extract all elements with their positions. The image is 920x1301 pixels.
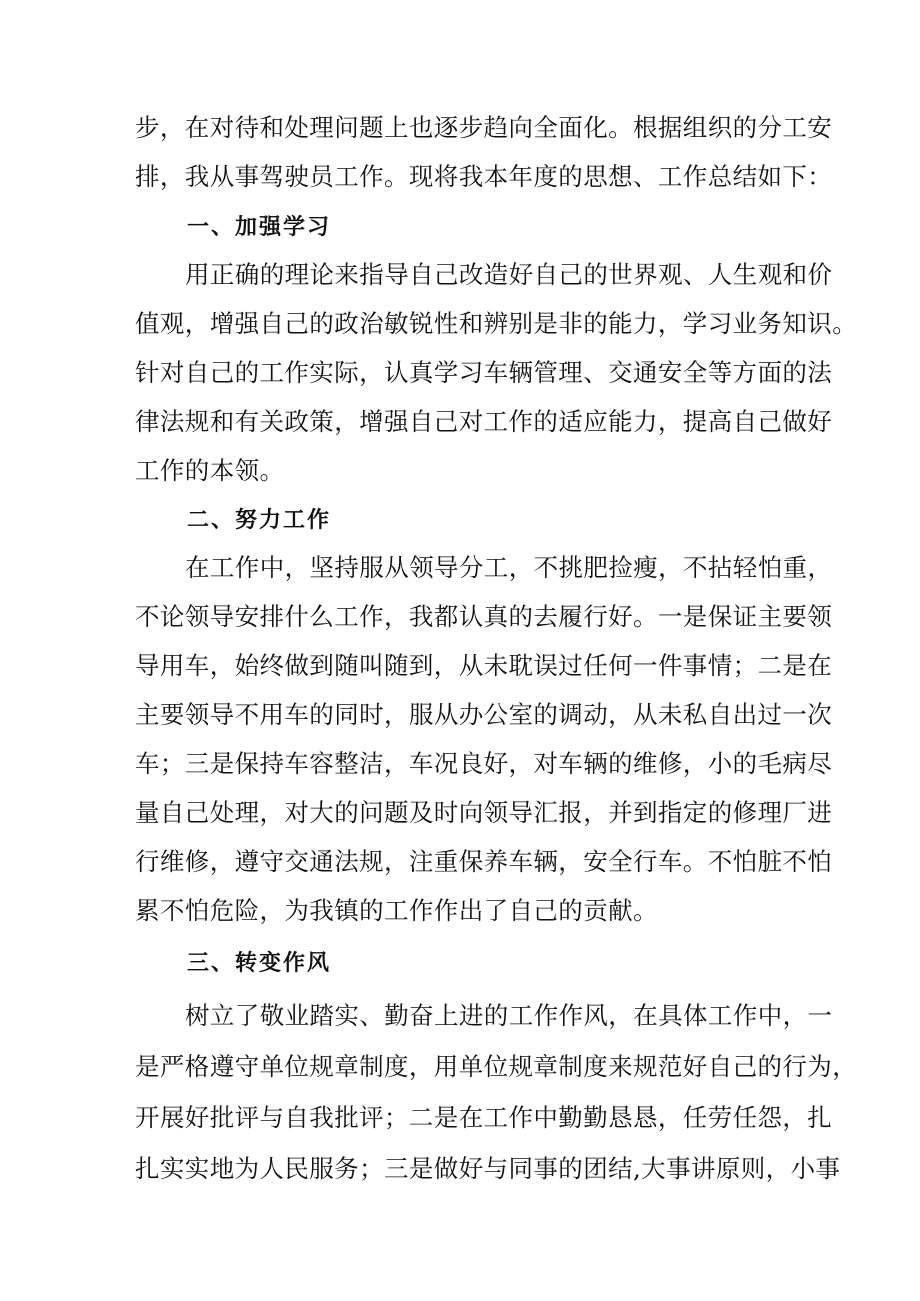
text-line: 行维修，遵守交通法规，注重保养车辆，安全行车。不怕脏不怕 (135, 847, 833, 876)
text-line: 步，在对待和处理问题上也逐步趋向全面化。根据组织的分工安 (135, 113, 833, 142)
section-heading: 三、转变作风 (187, 951, 332, 976)
text-line: 值观，增强自己的政治敏锐性和辨别是非的能力，学习业务知识。 (135, 309, 858, 338)
text-line: 律法规和有关政策，增强自己对工作的适应能力，提高自己做好 (135, 407, 833, 436)
text-line: 针对自己的工作实际，认真学习车辆管理、交通安全等方面的法 (135, 358, 833, 387)
text-line: 用正确的理论来指导自己改造好自己的世界观、人生观和价 (185, 260, 833, 289)
text-line: 累不怕危险，为我镇的工作作出了自己的贡献。 (135, 896, 658, 925)
text-line: 是严格遵守单位规章制度，用单位规章制度来规范好自己的行为， (135, 1052, 858, 1081)
text-line: 工作的本领。 (135, 456, 285, 485)
text-line: 在工作中，坚持服从领导分工，不挑肥捡瘦，不拈轻怕重， (185, 553, 833, 582)
text-line: 导用车，始终做到随叫随到，从未耽误过任何一件事情；二是在 (135, 651, 833, 680)
section-heading: 一、加强学习 (187, 215, 332, 240)
text-line: 扎实实地为人民服务；三是做好与同事的团结,大事讲原则，小事 (135, 1154, 841, 1183)
text-line: 不论领导安排什么工作，我都认真的去履行好。一是保证主要领 (135, 602, 833, 631)
text-line: 开展好批评与自我批评；二是在工作中勤勤恳恳，任劳任怨，扎 (135, 1103, 833, 1132)
text-line: 树立了敬业踏实、勤奋上进的工作作风，在具体工作中，一 (185, 1001, 833, 1030)
text-line: 量自己处理，对大的问题及时向领导汇报，并到指定的修理厂进 (135, 798, 833, 827)
text-line: 排，我从事驾驶员工作。现将我本年度的思想、工作总结如下： (135, 162, 833, 191)
text-line: 主要领导不用车的同时，服从办公室的调动，从未私自出过一次 (135, 700, 833, 729)
text-line: 车；三是保持车容整洁，车况良好，对车辆的维修，小的毛病尽 (135, 749, 833, 778)
section-heading: 二、努力工作 (187, 508, 332, 533)
